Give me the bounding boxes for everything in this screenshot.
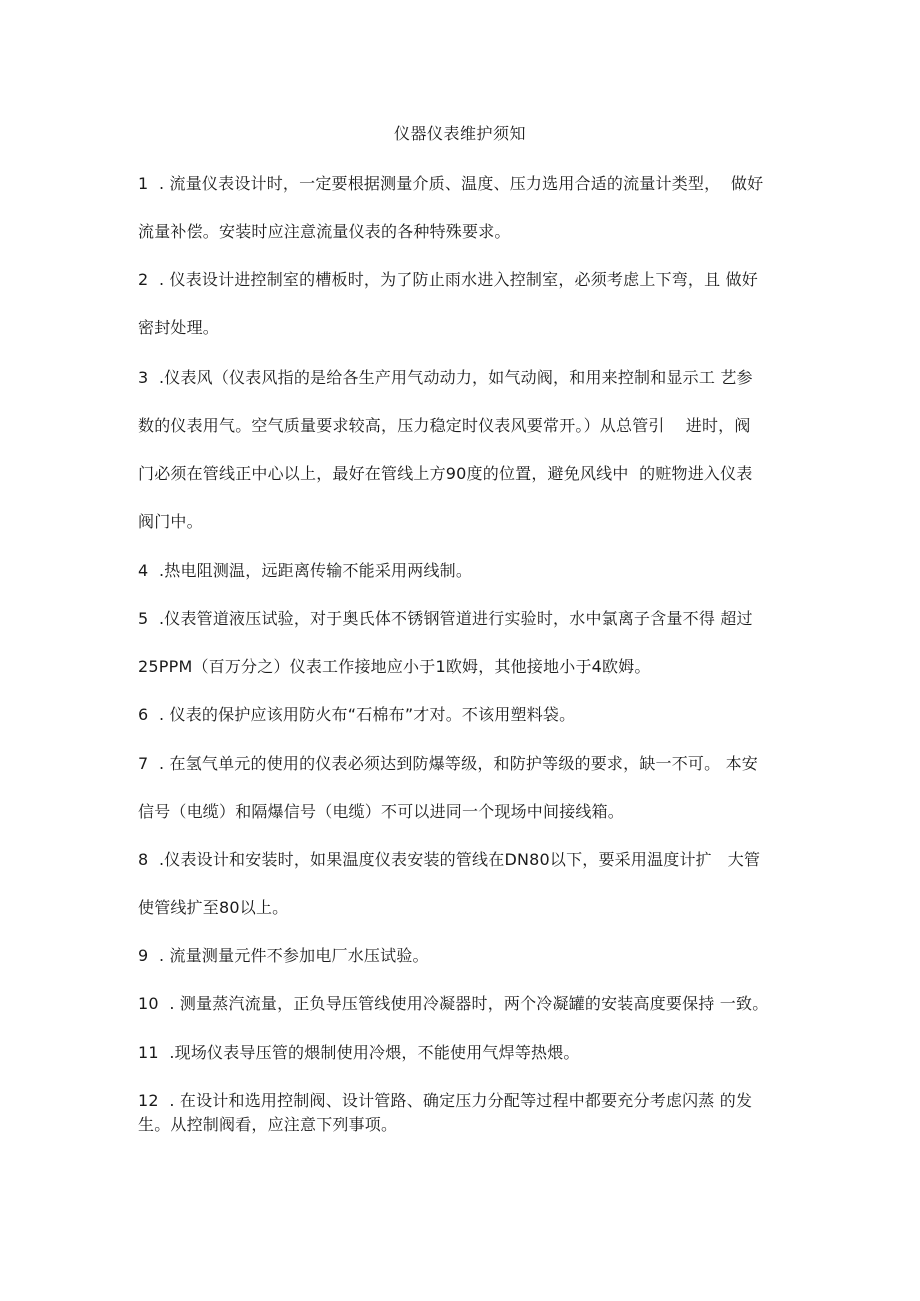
item-11-line-1: 11 .现场仪表导压管的煨制使用冷煨，不能使用气焊等热煨。 bbox=[138, 1043, 580, 1062]
item-2-line-2: 密封处理。 bbox=[138, 318, 220, 337]
item-3-line-3: 门必须在管线正中心以上，最好在管线上方90度的位置，避免风线中 的赃物进入仪表 bbox=[138, 464, 753, 483]
item-2-line-1: 2 . 仪表设计进控制室的槽板时，为了防止雨水进入控制室，必须考虑上下弯，且 做好 bbox=[138, 270, 759, 289]
item-4-line-1: 4 .热电阻测温，远距离传输不能采用两线制。 bbox=[138, 561, 473, 580]
item-5-line-2: 25PPM（百万分之）仪表工作接地应小于1欧姆，其他接地小于4欧姆。 bbox=[138, 657, 651, 676]
item-5-line-1: 5 .仪表管道液压试验，对于奥氏体不锈钢管道进行实验时，水中氯离子含量不得 超过 bbox=[138, 609, 753, 628]
item-8-line-2: 使管线扩至80以上。 bbox=[138, 898, 289, 917]
item-7-line-2: 信号（电缆）和隔爆信号（电缆）不可以进同一个现场中间接线箱。 bbox=[138, 802, 625, 821]
item-12-line-2: 生。从控制阀看，应注意下列事项。 bbox=[138, 1115, 398, 1134]
item-3-line-4: 阀门中。 bbox=[138, 512, 203, 531]
item-1-line-1: 1 . 流量仪表设计时，一定要根据测量介质、温度、压力选用合适的流量计类型， 做好 bbox=[138, 174, 764, 193]
document-title: 仪器仪表维护须知 bbox=[393, 124, 526, 143]
item-10-line-1: 10 . 测量蒸汽流量，正负导压管线使用冷凝器时，两个冷凝罐的安装高度要保持 一致。 bbox=[138, 994, 769, 1013]
item-6-line-1: 6 . 仪表的保护应该用防火布“石棉布”才对。不该用塑料袋。 bbox=[138, 705, 576, 724]
item-3-line-2: 数的仪表用气。空气质量要求较高，压力稳定时仪表风要常开。）从总管引 进时，阀 bbox=[138, 416, 751, 435]
item-7-line-1: 7 . 在氢气单元的使用的仪表必须达到防爆等级，和防护等级的要求，缺一不可。 本安 bbox=[138, 754, 759, 773]
item-12-line-1: 12 . 在设计和选用控制阀、设计管路、确定压力分配等过程中都要充分考虑闪蒸 的发 bbox=[138, 1091, 753, 1110]
item-1-line-2: 流量补偿。安装时应注意流量仪表的各种特殊要求。 bbox=[138, 222, 511, 241]
item-3-line-1: 3 .仪表风（仪表风指的是给各生产用气动动力，如气动阀，和用来控制和显示工 艺参 bbox=[138, 368, 753, 387]
item-8-line-1: 8 .仪表设计和安装时，如果温度仪表安装的管线在DN80以下，要采用温度计扩 大管 bbox=[138, 850, 761, 869]
item-9-line-1: 9 . 流量测量元件不参加电厂水压试验。 bbox=[138, 946, 429, 965]
